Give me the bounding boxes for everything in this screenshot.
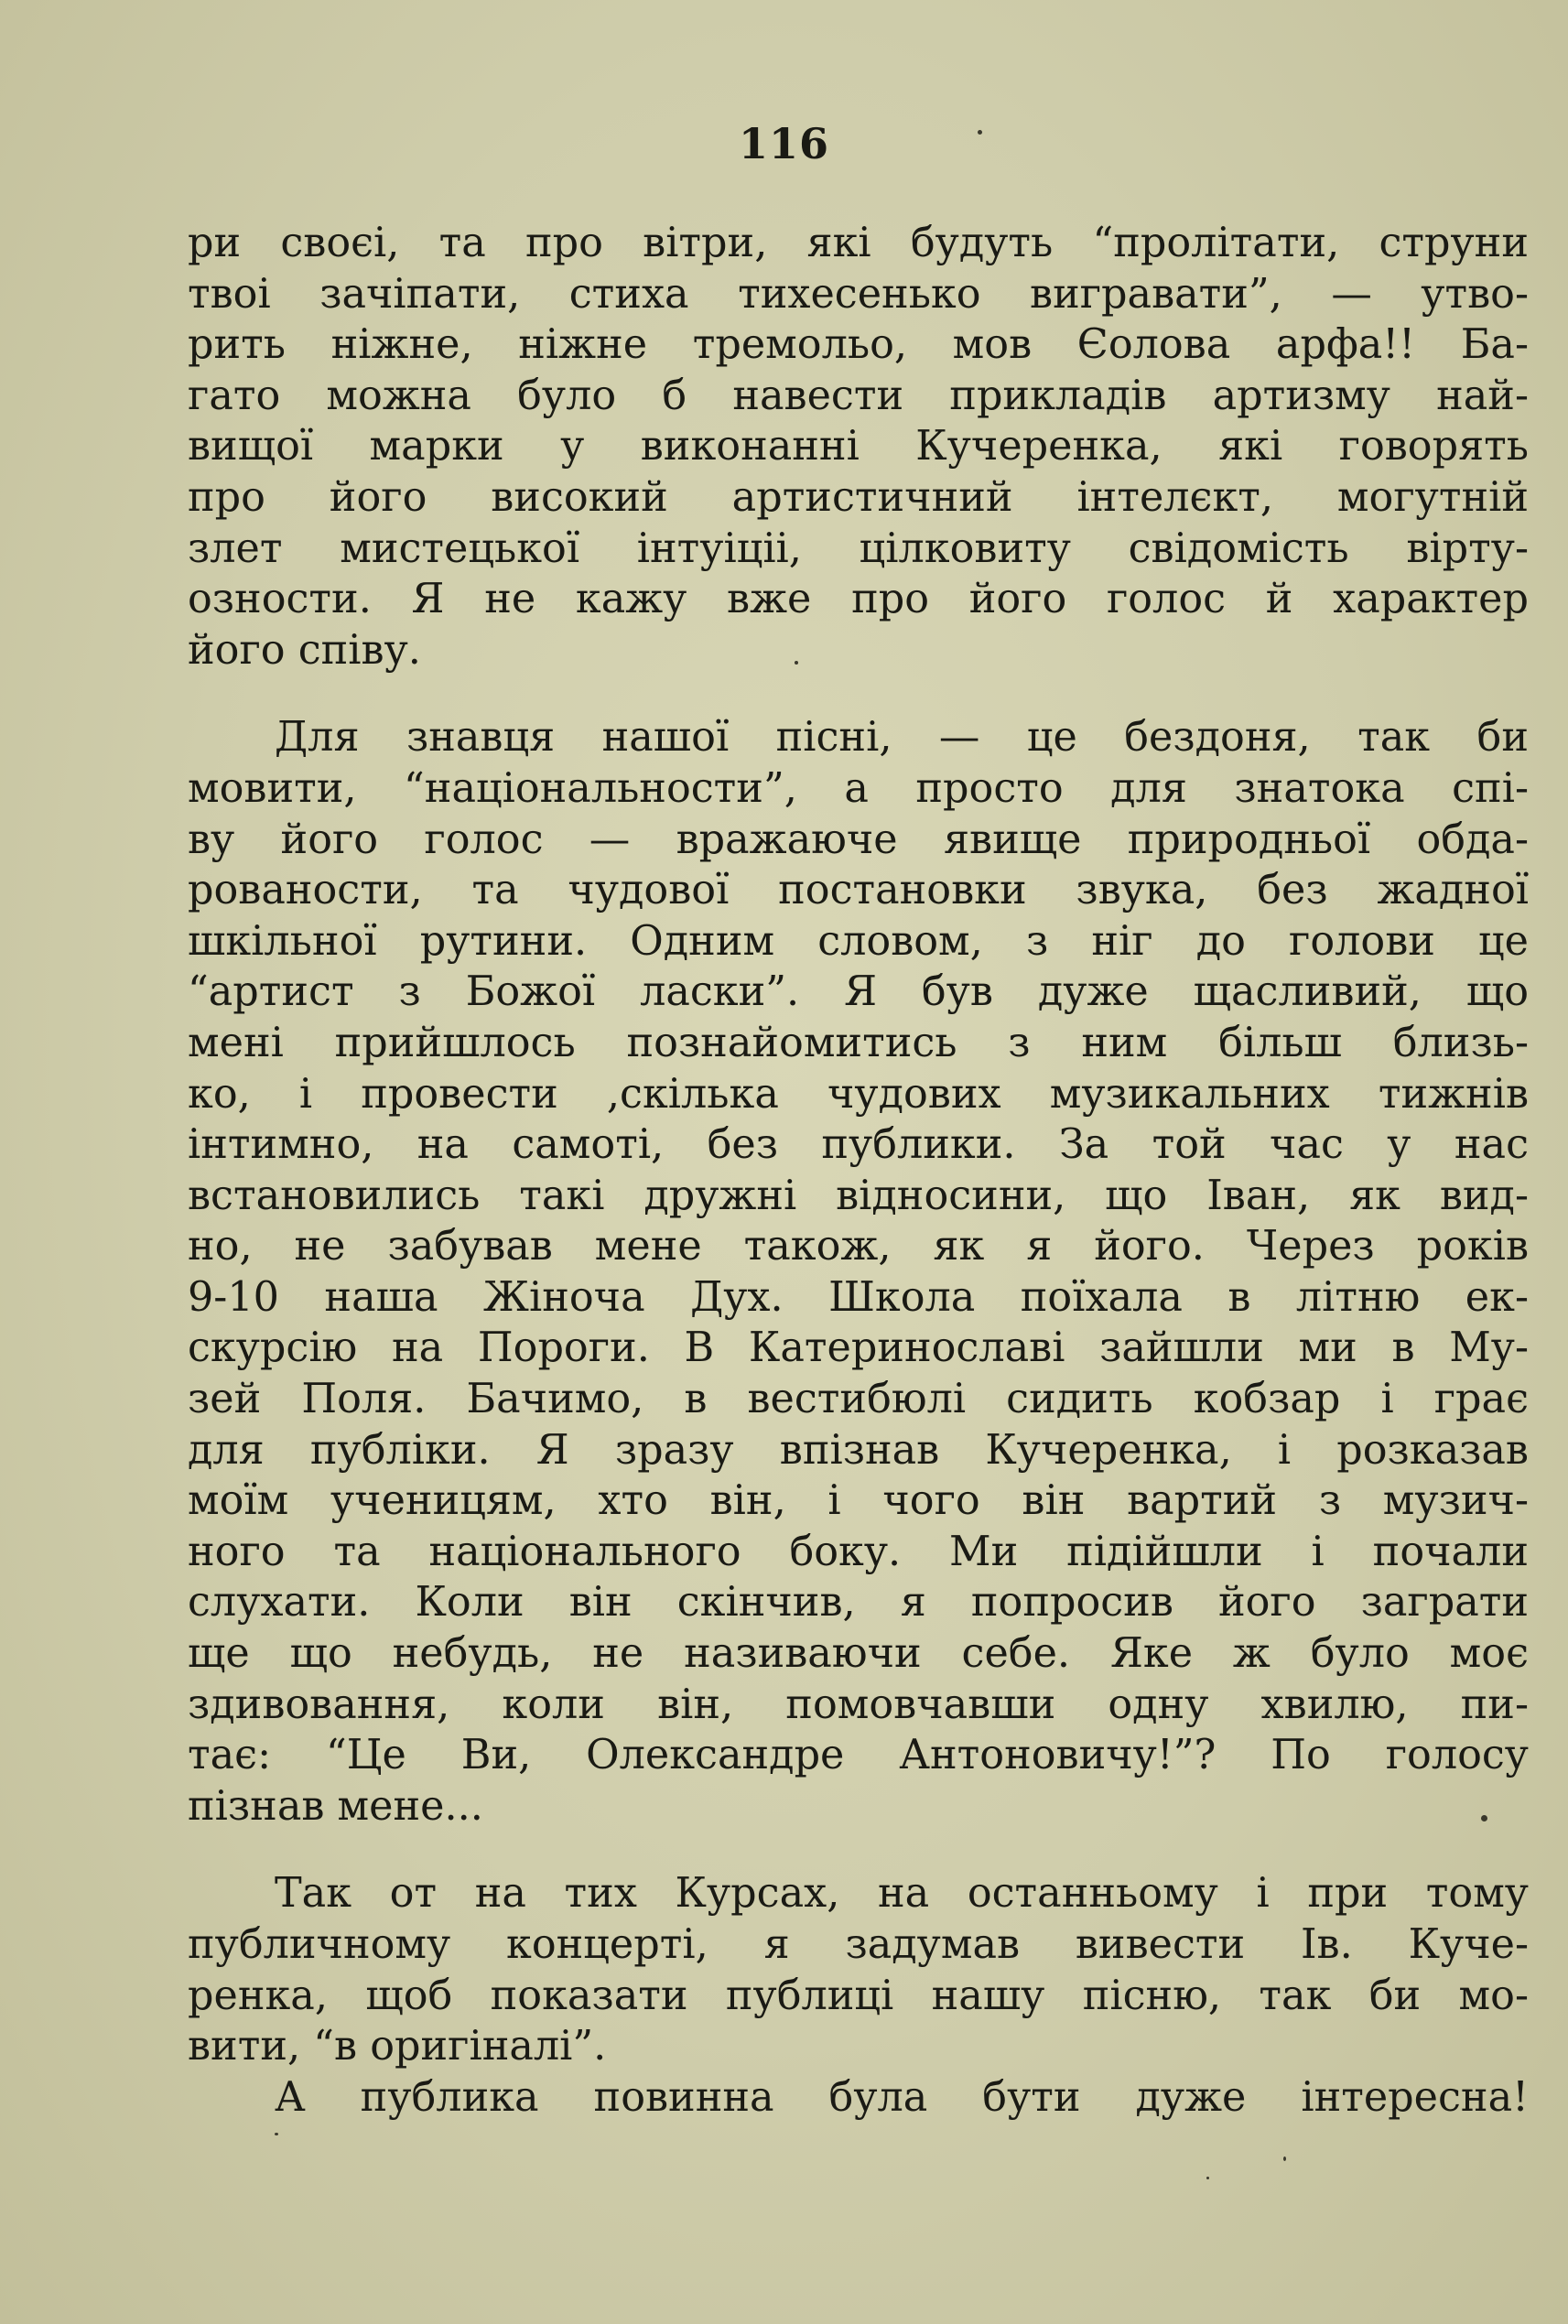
text-line: 9-10 наша Жіноча Дух. Школа поїхала в літню ек- xyxy=(188,1273,1529,1321)
paragraph xyxy=(188,218,1529,676)
text-line: слухати. Коли він скінчив, я попросив його заграти xyxy=(188,1579,1529,1627)
text-line: “артист з Божої ласки”. Я був дуже щасливий, що xyxy=(188,968,1529,1016)
text-line: встановились такі дружні відносини, що Іван, як вид- xyxy=(188,1172,1529,1219)
text-line: вити, “в оригіналі”. xyxy=(188,2023,607,2070)
text-line: твоі зачіпати, стиха тихесенько вигравати”, — утво- xyxy=(188,270,1529,318)
text-line: ко, і провести ,скілька чудових музикальних тижнів xyxy=(188,1070,1529,1118)
text-line: ри своєі, та про вітри, які будуть “пролітати, струни xyxy=(188,220,1529,266)
text-line: рованости, та чудової постановки звука, без жадної xyxy=(188,867,1529,914)
text-line: ще що небудь, не називаючи себе. Яке ж було моє xyxy=(188,1630,1529,1678)
text-line: озности. Я не кажу вже про його голос й характер xyxy=(188,576,1529,623)
paragraph xyxy=(188,1868,1529,2071)
text-line: здивовання, коли він, помовчавши одну хвилю, пи- xyxy=(188,1681,1529,1728)
page-number: 116 xyxy=(738,119,830,168)
text-line: ренка, щоб показати публиці нашу пісню, так би мо- xyxy=(188,1972,1529,2019)
text-line: пізнав мене... xyxy=(188,1782,483,1830)
text-line: гато можна було б навести прикладів артизму най- xyxy=(188,372,1529,419)
text-line: шкільної рутини. Одним словом, з ніг до голови це xyxy=(188,917,1529,965)
text-line: Так от на тих Курсах, на останньому і при тому xyxy=(275,1870,1529,1918)
text-line: ву його голос — вражаюче явище природньої обда- xyxy=(188,816,1529,863)
text-line: тає: “Це Ви, Олександре Антоновичу!”? По голосу xyxy=(188,1732,1529,1779)
text-line: для публіки. Я зразу впізнав Кучеренка, і розказав xyxy=(188,1426,1529,1474)
text-line: інтимно, на самоті, без публики. За той час у нас xyxy=(188,1121,1529,1169)
text-line: публичному концерті, я задумав вивести Ів. Куче- xyxy=(188,1921,1529,1968)
text-line: ного та національного боку. Ми підійшли і почали xyxy=(188,1528,1529,1575)
text-line: Для знавця нашої пісні, — це бездоня, так би xyxy=(275,714,1529,762)
text-line: мовити, “національности”, а просто для знатока спі- xyxy=(188,764,1529,812)
text-line: злет мистецької інтуіціі, цілковиту свідомість вірту- xyxy=(188,524,1529,572)
text-line: но, не забував мене також, як я його. Через років xyxy=(188,1223,1529,1270)
text-line: рить ніжне, ніжне тремольо, мов Єолова арфа!! Ба- xyxy=(188,321,1529,369)
text-line: вищої марки у виконанні Кучеренка, які говорять xyxy=(188,423,1529,470)
paragraph xyxy=(188,712,1529,1832)
text-line: А публика повинна була бути дуже інтересна! xyxy=(275,2073,1529,2121)
text-line: моїм ученицям, хто він, і чого він вартий з музич- xyxy=(188,1477,1529,1525)
text-line: скурсію на Пороги. В Катеринославі зайшли ми в Му- xyxy=(188,1324,1529,1372)
text-line: про його високий артистичний інтелєкт, могутній xyxy=(188,473,1529,521)
text-line: його співу. xyxy=(188,626,421,674)
body-text xyxy=(188,218,1529,2123)
text-line: зей Поля. Бачимо, в вестибюлі сидить кобзар і грає xyxy=(188,1376,1529,1423)
text-line: мені прийшлось познайомитись з ним більш близь- xyxy=(188,1019,1529,1066)
paragraph xyxy=(188,2072,1529,2124)
